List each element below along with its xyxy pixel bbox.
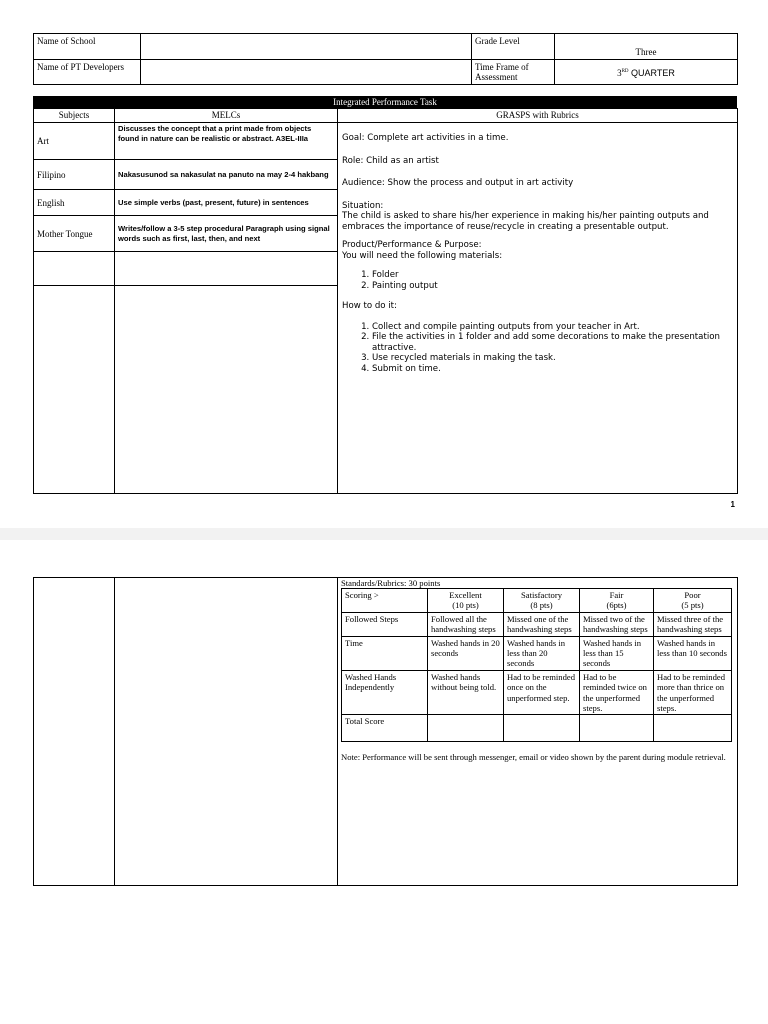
rubric-cell	[338, 578, 738, 886]
melc-art: Discusses the concept that a print made from objects found in nature can be realistic or abstract. A3EL-IIIa	[115, 123, 338, 160]
rubric-header-excellent: Excellent (10 pts)	[428, 589, 504, 613]
material-item: 2. Painting output	[372, 281, 733, 292]
page-2	[0, 540, 768, 1024]
rubric-cell: Washed hands in less than 15 seconds	[580, 636, 654, 670]
rubric-header-scoring: Scoring >	[342, 589, 428, 613]
grade-value[interactable]: Three	[555, 34, 738, 60]
rubric-criterion: Followed Steps	[342, 612, 428, 636]
step-item: 2. File the activities in 1 folder and add some decorations to make the presentation attractive.	[372, 332, 733, 353]
task-table	[33, 108, 738, 494]
grade-label: Grade Level	[472, 34, 555, 60]
timeframe-label: Time Frame of Assessment	[472, 60, 555, 85]
empty-melc-cell	[115, 286, 338, 494]
step-item: 4. Submit on time.	[372, 364, 733, 375]
rubric-cell: Had to be reminded once on the unperformed step.	[504, 670, 580, 715]
rubric-cell[interactable]	[428, 715, 504, 742]
rubric-criterion: Washed Hands Independently	[342, 670, 428, 715]
rubric-table	[341, 588, 732, 742]
quarter-word: QUARTER	[628, 67, 675, 78]
grasps-audience: Audience: Show the process and output in art activity	[342, 178, 574, 188]
developers-value[interactable]	[141, 60, 472, 85]
header-table	[33, 33, 738, 85]
subject-english: English	[34, 190, 115, 216]
rubric-row	[342, 670, 732, 715]
grasps-situation-label: Situation:	[342, 200, 384, 211]
col-header-grasps: GRASPS with Rubrics	[338, 109, 738, 123]
rubric-header-poor: Poor (5 pts)	[654, 589, 732, 613]
subject-filipino: Filipino	[34, 160, 115, 190]
rubric-cell: Followed all the handwashing steps	[428, 612, 504, 636]
empty-melc-cell	[115, 252, 338, 286]
rubric-row	[342, 715, 732, 742]
rubric-criterion: Time	[342, 636, 428, 670]
rubric-criterion: Total Score	[342, 715, 428, 742]
melc-english: Use simple verbs (past, present, future) in sentences	[115, 190, 338, 216]
school-value[interactable]	[141, 34, 472, 60]
rubric-cell[interactable]	[654, 715, 732, 742]
steps-list	[342, 322, 733, 375]
grasps-content	[338, 123, 738, 494]
quarter-number: 3	[617, 67, 622, 78]
rubric-cell[interactable]	[580, 715, 654, 742]
school-label: Name of School	[34, 34, 141, 60]
grasps-situation-text: The child is asked to share his/her experience in making his/her painting outputs and embraces the importance of reuse/recycle in creating a presentable output.	[342, 211, 709, 232]
col-header-subjects: Subjects	[34, 109, 115, 123]
subject-mother-tongue: Mother Tongue	[34, 216, 115, 252]
rubric-cell: Missed three of the handwashing steps	[654, 612, 732, 636]
rubric-cell[interactable]	[504, 715, 580, 742]
rubric-row	[342, 636, 732, 670]
rubric-title: Standards/Rubrics: 30 points	[341, 578, 441, 588]
material-item: 1. Folder	[372, 270, 733, 281]
rubric-header-satisfactory: Satisfactory (8 pts)	[504, 589, 580, 613]
rubric-cell: Had to be reminded twice on the unperformed steps.	[580, 670, 654, 715]
page-number: 1	[730, 500, 735, 509]
rubric-note: Note: Performance will be sent through messenger, email or video shown by the parent during module retrieval.	[341, 752, 726, 763]
grasps-howto-label: How to do it:	[342, 301, 397, 311]
step-item: 3. Use recycled materials in making the task.	[372, 353, 733, 364]
rubric-cell: Washed hands without being told.	[428, 670, 504, 715]
rubric-header-fair: Fair (6pts)	[580, 589, 654, 613]
grasps-product-label: Product/Performance & Purpose:	[342, 240, 482, 250]
grasps-role: Role: Child as an artist	[342, 155, 439, 166]
timeframe-value[interactable]	[555, 60, 738, 85]
col-header-melcs: MELCs	[115, 109, 338, 123]
grasps-product-text: You will need the following materials:	[342, 250, 503, 261]
empty-subject-cell	[34, 252, 115, 286]
step-item: 1. Collect and compile painting outputs from your teacher in Art.	[372, 322, 733, 333]
quarter-superscript: RD	[621, 68, 629, 74]
rubric-cell: Washed hands in 20 seconds	[428, 636, 504, 670]
rubric-cell: Missed two of the handwashing steps	[580, 612, 654, 636]
empty-melc-cell	[115, 578, 338, 886]
rubric-cell: Washed hands in less than 10 seconds	[654, 636, 732, 670]
empty-subject-cell	[34, 578, 115, 886]
rubric-cell: Washed hands in less than 20 seconds	[504, 636, 580, 670]
task-title-bar: Integrated Performance Task	[33, 96, 737, 108]
developers-label: Name of PT Developers	[34, 60, 141, 85]
grasps-goal: Goal: Complete art activities in a time.	[342, 133, 509, 143]
rubric-page-table	[33, 577, 738, 886]
melc-filipino: Nakasusunod sa nakasulat na panuto na may 2-4 hakbang	[115, 160, 338, 190]
materials-list	[342, 270, 733, 291]
empty-subject-cell	[34, 286, 115, 494]
subject-art: Art	[34, 123, 115, 160]
rubric-cell: Had to be reminded more than thrice on the unperformed steps.	[654, 670, 732, 715]
rubric-cell: Missed one of the handwashing steps	[504, 612, 580, 636]
melc-mother-tongue: Writes/follow a 3-5 step procedural Paragraph using signal words such as first, last, then, and next	[115, 216, 338, 252]
rubric-row	[342, 612, 732, 636]
